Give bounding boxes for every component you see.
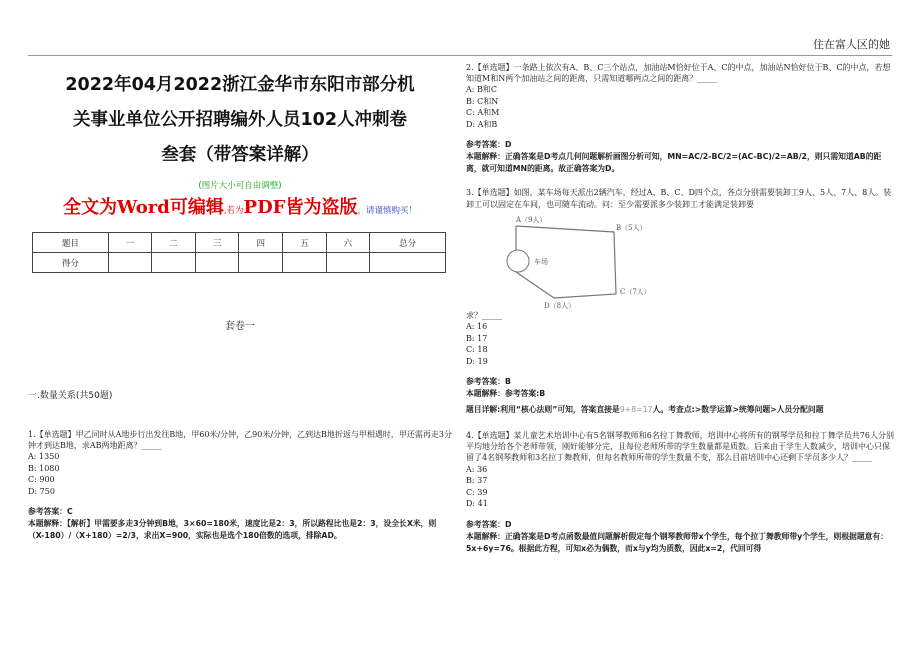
answer-explanation: 本题解释：参考答案:B [466,389,546,399]
question-stem: 3.【单选题】如图，某车场每天派出2辆汽车，经过A、B、C、D四个点，各点分别需要装卸工9人、5人、7人、8人。装卸工可以固定在车间，也可随车流动。问：至少需要派多少装卸工才能满足装卸要 [466,188,892,209]
question-3 [466,187,896,416]
right-column [466,62,896,555]
option-c: C: A和M [466,108,500,118]
score-cell [326,253,370,273]
option-c: C: 900 [28,475,55,485]
detail-suffix: 人。考查点:>数学运算>统筹问题>人员分配问题 [652,405,824,415]
score-header-cell: 四 [239,233,283,253]
depot-circle [507,250,529,272]
option-b: B: 1080 [28,463,60,473]
score-header-cell: 一 [108,233,152,253]
detailed-explanation [466,404,896,416]
header-divider [28,55,892,56]
option-d: D: 41 [466,499,488,509]
left-column [28,62,452,542]
reference-answer: 参考答案：B [466,377,511,387]
option-c: C: 39 [466,487,488,497]
answer-explanation: 本题解释：【解析】甲需要多走3分钟到B地，3×60=180米，速度比是2：3，所以路程比也是2：3，设全长X米，则（X-180）/（X+180）=2/3，求出X=900，实际也是选个180倍数的选项，排除AD。 [28,519,437,541]
question-stem-end: 求？_____ [466,310,502,320]
score-table-score-row [33,253,446,273]
header-note: 住在富人区的她 [813,38,890,51]
score-header-cell: 总分 [370,233,446,253]
score-cell [239,253,283,273]
option-c: C: 18 [466,345,488,355]
route-diagram [466,214,896,310]
score-header-cell: 六 [326,233,370,253]
node-a-label: A（9人） [516,215,547,224]
score-row-label: 得分 [33,253,109,273]
option-d: D: 750 [28,486,55,496]
reference-answer: 参考答案：D [466,519,512,529]
depot-label: 车场 [534,257,548,266]
answer-explanation: 本题解释：正确答案是D考点几何问题解析画图分析可知，MN=AC/2-BC/2=(AC-BC)/2=AB/2，则只需知道AB的距离，就可知道MN的距离。故正确答案为D。 [466,152,882,174]
option-a: A: 1350 [28,452,60,462]
reference-answer: 参考答案：C [28,507,73,517]
image-size-note: (图片大小可自由调整) [198,181,282,191]
question-stem: 1.【单选题】甲乙同时从A地步行出发往B地，甲60米/分钟，乙90米/分钟，乙到达B地折返与甲相遇时，甲还需再走3分钟才到达B地，求AB两地距离？_____ [28,430,453,451]
answer-explanation: 本题解释：正确答案是D考点函数最值问题解析假定每个钢琴教师带x个学生，每个拉丁舞教师带y个学生，则根据题意有：5x+6y=76。根据此方程，可知x必为偶数，而x与y均为质数，因此x=2，代回可得 [466,531,889,553]
option-b: B: 37 [466,476,488,486]
section-title: 一.数量关系(共50题) [28,391,113,401]
detail-prefix: 题目详解:利用“核心法则”可知，答案直接是 [466,405,620,415]
score-cell [370,253,446,273]
score-cell [152,253,196,273]
score-header-cell: 三 [195,233,239,253]
question-stem: 2.【单选题】一条路上依次有A、B、C三个站点，加油站M恰好位于A、C的中点，加油站N恰好位于B、C的中点，若想知道M和N两个加油站之间的距离，只需知道哪两点之间的距离？_____ [466,63,891,84]
question-1 [28,429,452,542]
promo-word-editable: 全文为Word可编辑 [63,197,224,218]
node-d-label: D（8人） [544,301,576,310]
option-a: A: B和C [466,85,498,95]
question-2 [466,62,896,175]
score-header-cell: 题目 [33,233,109,253]
option-d: D: A和B [466,119,498,129]
promo-if: ,若为 [223,206,244,216]
score-table [32,232,446,273]
score-header-cell: 五 [283,233,327,253]
score-cell [283,253,327,273]
score-cell [195,253,239,273]
score-header-cell: 二 [152,233,196,253]
formula-image: 9+8=17 [619,405,653,415]
reference-answer: 参考答案：D [466,140,512,150]
promo-line [28,197,452,222]
title-line-1: 2022年04月2022浙江金华市东阳市部分机 [65,75,415,95]
node-c-label: C（7人） [620,287,651,296]
title-line-3: 叁套（带答案详解） [161,145,319,165]
route-line [516,226,616,298]
promo-caution: ，请谨慎购买！ [357,206,417,216]
document-title [28,68,452,173]
option-b: B: C和N [466,96,499,106]
question-stem: 4.【单选题】某儿童艺术培训中心有5名钢琴教师和6名拉丁舞教师，培训中心将所有的钢琴学员和拉丁舞学员共76人分别平均地分给各个老师带领，刚好能够分完，且每位老师所带的学生数量都是质数。后来由于学生人数减少，培训中心只保留了4名钢琴教师和3名拉丁舞教师，但每名教师所带的学生数量不变，那么目前培训中心还剩下学员多少人？_____ [466,431,894,463]
option-a: A: 36 [466,464,488,474]
score-table-header-row [33,233,446,253]
option-d: D: 19 [466,356,488,366]
set-title: 套卷一 [225,321,255,332]
promo-pdf-pirated: PDF皆为盗版 [243,197,358,218]
route-line [516,272,554,298]
node-b-label: B（5人） [616,223,647,232]
option-b: B: 17 [466,333,488,343]
question-4 [466,430,896,555]
score-cell [108,253,152,273]
title-line-2: 关事业单位公开招聘编外人员102人冲刺卷 [72,110,408,130]
option-a: A: 16 [466,322,488,332]
route-diagram-svg [504,214,704,310]
